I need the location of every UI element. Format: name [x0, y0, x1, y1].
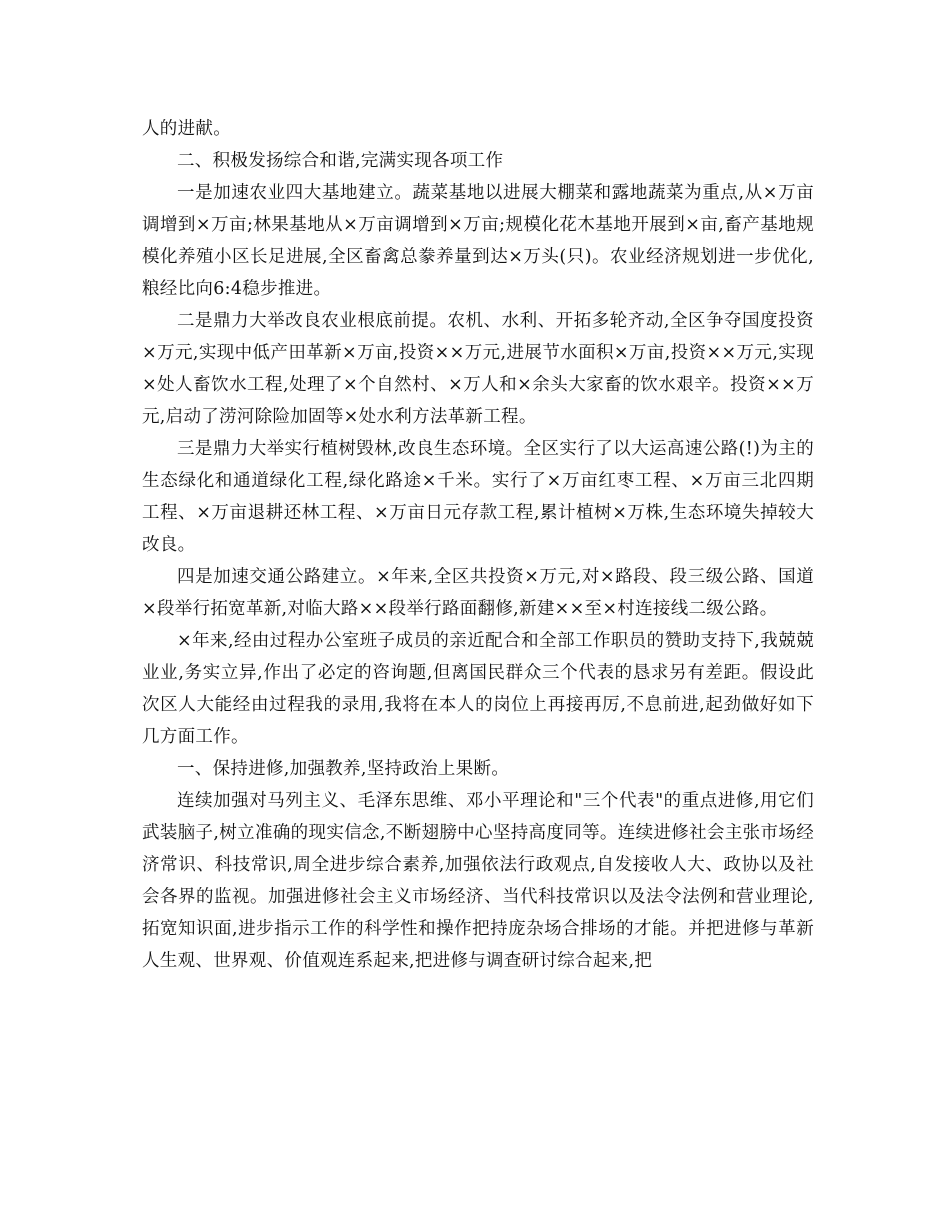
paragraph-afforestation: 三是鼎力大举实行植树毁林,改良生态环境。全区实行了以大运高速公路(!)为主的生态绿化和通道绿化工程,绿化路途×千米。实行了×万亩红枣工程、×万亩三北四期工程、×万亩退耕还林工程、×万亩日元存款工程,累计植树×万株,生态环境失掉较大改良。	[142, 439, 814, 555]
section-heading-2: 二、积极发扬综合和谐,完满实现各项工作	[177, 151, 504, 171]
paragraph-continuation: 人的进献。	[142, 119, 231, 139]
paragraph-agriculture-conditions: 二是鼎力大举改良农业根底前提。农机、水利、开拓多轮齐动,全区争夺国度投资×万元,实现中低产田革新×万亩,投资××万元,进展节水面积×万亩,投资××万元,实现×处人畜饮水工程,处理了×个自然村、×万人和×余头大家畜的饮水艰辛。投资××万元,启动了涝河除险加固等×处水利方法革新工程。	[142, 311, 814, 427]
paragraph-summary: ×年来,经由过程办公室班子成员的亲近配合和全部工作职员的赞助支持下,我兢兢业业,务实立异,作出了必定的咨询题,但离国民群众三个代表的恳求另有差距。假设此次区人大能经由过程我的录用,我将在本人的岗位上再接再厉,不息前进,起劲做好如下几方面工作。	[142, 631, 814, 747]
paragraph-transport: 四是加速交通公路建立。×年来,全区共投资×万元,对×路段、段三级公路、国道×段举行拓宽革新,对临大路××段举行路面翻修,新建××至×村连接线二级公路。	[142, 567, 814, 619]
paragraph-agriculture-bases: 一是加速农业四大基地建立。蔬菜基地以进展大棚菜和露地蔬菜为重点,从×万亩调增到×万亩;林果基地从×万亩调增到×万亩;规模化花木基地开展到×亩,畜产基地规模化养殖小区长足进展,全区畜禽总豢养量到达×万头(只)。农业经济规划进一步优化,粮经比向6:4稳步推进。	[142, 183, 814, 299]
document-body	[142, 113, 814, 977]
paragraph-study: 连续加强对马列主义、毛泽东思维、邓小平理论和"三个代表"的重点进修,用它们武装脑子,树立准确的现实信念,不断翅膀中心坚持高度同等。连续进修社会主张市场经济常识、科技常识,周全进步综合素养,加强依法行政观点,自发接收人大、政协以及社会各界的监视。加强进修社会主义市场经济、当代科技常识以及法令法例和营业理论,拓宽知识面,进步指示工作的科学性和操作把持庞杂场合排场的才能。并把进修与革新人生观、世界观、价值观连系起来,把进修与调查研讨综合起来,把	[142, 791, 814, 971]
section-heading-1: 一、保持进修,加强教养,坚持政治上果断。	[177, 759, 510, 779]
